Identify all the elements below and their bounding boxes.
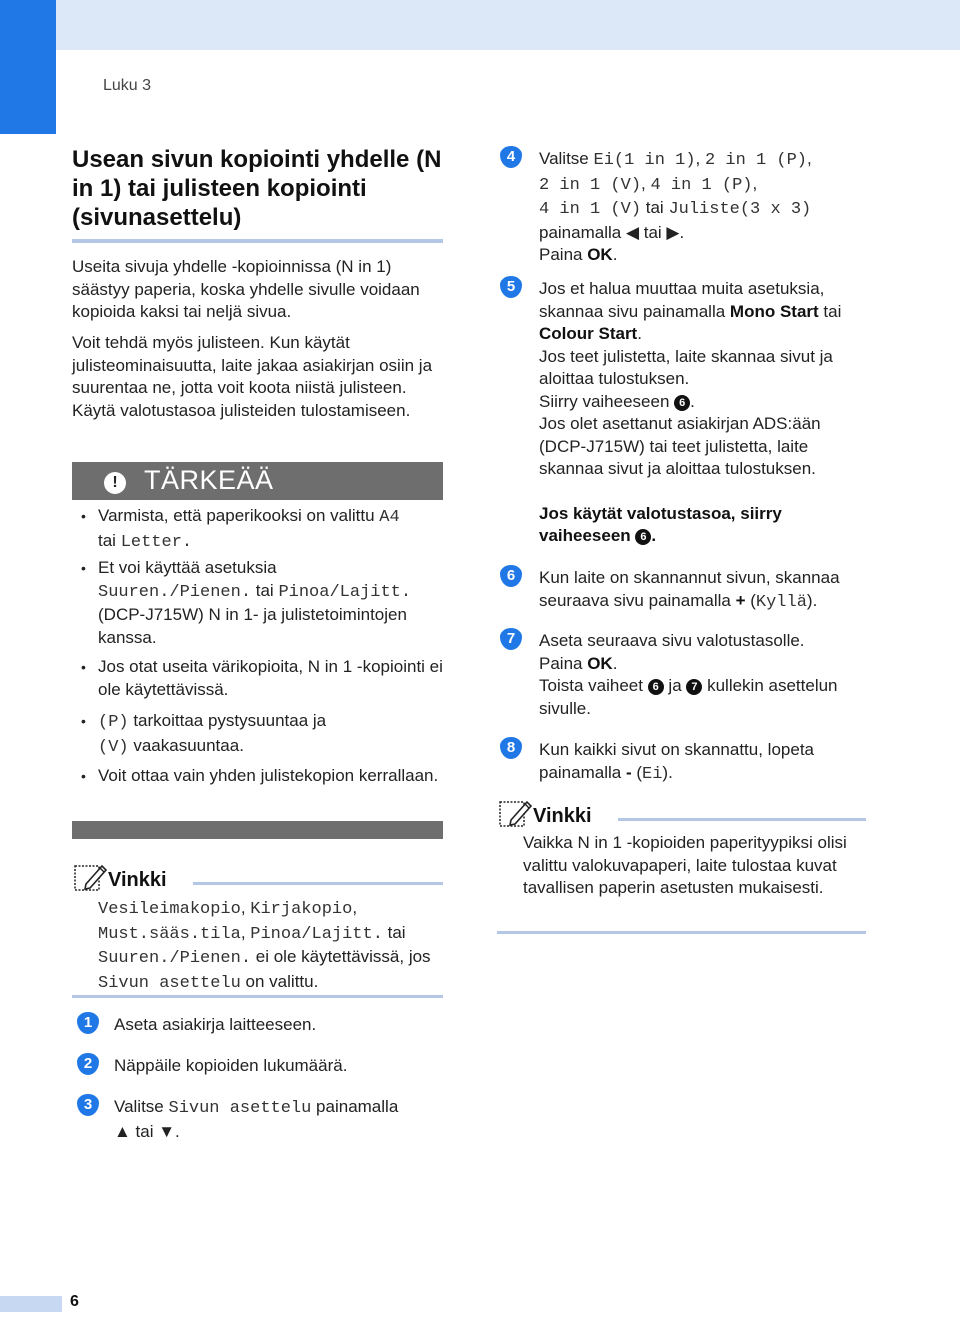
- step-3-text: [114, 1096, 444, 1143]
- setting-value: Ei: [642, 764, 663, 784]
- step-text-part: .: [651, 526, 657, 545]
- note-sep: tai: [382, 922, 406, 942]
- page-number-marker: [0, 1296, 62, 1312]
- bullet-icon: •: [81, 560, 86, 576]
- step-3-number: 3: [77, 1094, 99, 1116]
- step-5-line-1: [539, 278, 871, 346]
- setting-value: Vesileimakopio: [98, 900, 241, 919]
- note-bottom-rule: [497, 931, 866, 934]
- pencil-note-icon: [74, 862, 108, 892]
- step-text-part: Kun laite on skannannut sivun, skannaa seuraava sivu painamalla: [539, 568, 840, 610]
- setting-value: Suuren./Pienen.: [98, 582, 252, 602]
- step-2-number: 2: [77, 1053, 99, 1075]
- setting-value: Pinoa/Lajitt.: [250, 924, 383, 944]
- chapter-tab-marker: [0, 0, 56, 134]
- step-2-text: Näppäile kopioiden lukumäärä.: [114, 1056, 348, 1075]
- setting-value: (V): [98, 737, 129, 757]
- important-bullet-5: [81, 765, 443, 788]
- setting-value: Sivun asettelu: [168, 1099, 312, 1118]
- step-text-part: Siirry vaiheeseen: [539, 391, 675, 411]
- note-sep: ,: [240, 898, 251, 917]
- setting-value: 2 in 1 (V): [539, 175, 642, 195]
- bullet-text: vaakasuuntaa.: [128, 735, 244, 755]
- step-1-text: Aseta asiakirja laitteeseen.: [114, 1015, 317, 1034]
- step-text-part: tai: [818, 301, 842, 321]
- step-text-part: Valitse: [539, 149, 594, 168]
- step-text-part: kullekin asettelun sivulle.: [539, 676, 838, 718]
- step-5-line-3: [539, 391, 871, 414]
- arrow-keys-text: ▲ tai ▼.: [114, 1121, 180, 1141]
- bullet-text: Voit ottaa vain yhden julistekopion kerrallaan.: [98, 766, 439, 785]
- step-5-line-4: Jos olet asettanut asiakirjan ADS:ään (DCP-J715W) tai teet julistetta, laite skannaa sivut ja aloittaa tulostuksen.: [539, 414, 821, 478]
- step-ref-6-icon: 6: [635, 529, 651, 545]
- note-text: [98, 897, 443, 995]
- setting-value: Kirjakopio: [250, 900, 353, 919]
- step-text-part: ,: [752, 173, 758, 193]
- setting-value: Kyllä: [755, 592, 807, 612]
- step-ref-7-icon: 7: [686, 679, 702, 695]
- step-5-text: [539, 278, 871, 548]
- step-6-number: 6: [500, 565, 522, 587]
- setting-value: Sivun asettelu: [98, 973, 241, 993]
- bullet-icon: •: [81, 768, 86, 784]
- note-bottom-rule: [72, 995, 443, 998]
- note-text: Vaikka N in 1 -kopioiden paperityypiksi olisi valittu valokuvapaperi, laite tulostaa kuvat tavallisen paperin asetusten mukaisesti.: [523, 833, 847, 897]
- bullet-text: Jos otat useita värikopioita, N in 1 -kopiointi ei ole käytettävissä.: [98, 657, 443, 699]
- step-5-line-5: [539, 503, 871, 548]
- step-text-part: .: [612, 245, 618, 264]
- bullet-text: tarkoittaa pystysuuntaa ja: [128, 711, 327, 730]
- step-text-part: Paina: [539, 245, 588, 264]
- bullet-icon: •: [81, 659, 86, 675]
- setting-value: Letter.: [120, 532, 193, 552]
- intro-paragraph-1: Useita sivuja yhdelle -kopioinnissa (N in 1) säästyy paperia, koska yhdelle sivulle voidaan kopioida kaksi tai neljä sivua.: [72, 257, 420, 321]
- mono-start-key-label: Mono Start: [729, 301, 819, 321]
- bullet-icon: •: [81, 713, 86, 729]
- setting-value: Suuren./Pienen.: [98, 949, 252, 968]
- important-footer-bar: [72, 821, 443, 839]
- step-text-part: Toista vaiheet: [539, 676, 648, 695]
- step-text-part: painamalla: [311, 1097, 399, 1116]
- step-text-part: Kun kaikki sivut on skannattu, lopeta painamalla: [539, 740, 814, 782]
- setting-value: Pinoa/Lajitt.: [278, 582, 412, 602]
- step-4-number: 4: [500, 146, 522, 168]
- important-bullet-1: [81, 505, 443, 554]
- note-sep: ei ole käytettävissä, jos: [251, 947, 431, 966]
- step-text-part: ).: [662, 762, 673, 782]
- step-text-part: Jos käytät valotustasoa, siirry vaiheeseen: [539, 503, 782, 545]
- step-7-line-3: [539, 675, 869, 720]
- setting-value: 4 in 1 (V): [539, 200, 642, 219]
- step-ref-6-icon: 6: [674, 395, 690, 411]
- colour-start-key-label: Colour Start: [539, 324, 638, 343]
- setting-value: (P): [98, 713, 129, 732]
- note-rule: [618, 818, 866, 821]
- exclamation-icon: !: [104, 472, 126, 494]
- step-text-part: Valitse: [114, 1097, 169, 1116]
- step-text-part: ja: [663, 676, 687, 695]
- step-5-line-2: Jos teet julistetta, laite skannaa sivut ja aloittaa tulostuksen.: [539, 346, 833, 388]
- step-4-text: [539, 148, 869, 267]
- bullet-text: Et voi käyttää asetuksia: [98, 558, 277, 577]
- step-text-part: (: [745, 590, 756, 610]
- step-text-part: ,: [807, 149, 812, 168]
- bullet-text: tai: [98, 530, 121, 550]
- plus-key-label: +: [735, 590, 746, 610]
- step-text-part: .: [637, 324, 642, 343]
- important-bullet-3: [81, 656, 443, 701]
- step-7-text: [539, 630, 869, 720]
- step-7-number: 7: [500, 628, 522, 650]
- step-text-part: ,: [641, 173, 651, 193]
- step-6-text: [539, 567, 869, 614]
- bullet-text: (DCP-J715W) N in 1- ja julistetoimintojen kanssa.: [98, 605, 407, 647]
- ok-key-label: OK: [587, 653, 613, 673]
- chapter-label: Luku 3: [103, 77, 152, 94]
- step-text-part: ).: [806, 590, 818, 610]
- page-number: 6: [70, 1293, 79, 1310]
- note-sep: ,: [352, 898, 358, 917]
- step-text-part: (: [631, 762, 643, 782]
- step-text-part: .: [690, 391, 695, 411]
- step-5-number: 5: [500, 276, 522, 298]
- step-text-part: .: [612, 653, 618, 673]
- section-title: Usean sivun kopiointi yhdelle (N in 1) tai julisteen kopiointi (sivunasettelu): [72, 146, 442, 231]
- bullet-text: Varmista, että paperikooksi on valittu: [98, 506, 380, 525]
- step-text-part: Paina: [539, 653, 588, 673]
- bullet-text: tai: [251, 580, 279, 600]
- note-title: Vinkki: [108, 869, 167, 891]
- step-text-part: tai: [641, 198, 669, 217]
- important-bullet-2: [81, 557, 443, 649]
- step-text-part: Jos et halua muuttaa muita asetuksia, skannaa sivu painamalla: [539, 279, 825, 321]
- arrow-keys-text: painamalla ◀ tai ▶.: [539, 222, 685, 242]
- step-text-part: ,: [695, 149, 705, 168]
- step-ref-6-icon: 6: [648, 679, 664, 695]
- minus-key-label: -: [625, 762, 632, 782]
- bullet-icon: •: [81, 508, 86, 524]
- note-sep: ,: [240, 922, 251, 942]
- step-7-line-2: [539, 653, 869, 676]
- note-rule: [193, 882, 443, 885]
- setting-value: Juliste(3 x 3): [668, 200, 812, 219]
- step-8-text: [539, 739, 869, 786]
- setting-value: 2 in 1 (P): [704, 151, 808, 170]
- important-bullet-4: [81, 710, 443, 759]
- pencil-note-icon: [499, 798, 533, 828]
- step-7-line-1: Aseta seuraava sivu valotustasolle.: [539, 631, 805, 650]
- setting-value: Ei(1 in 1): [593, 151, 696, 170]
- setting-value: A4: [379, 508, 400, 527]
- note-sep: on valittu.: [240, 971, 319, 991]
- header-band: [56, 0, 960, 50]
- note-title: Vinkki: [533, 805, 592, 827]
- step-8-number: 8: [500, 737, 522, 759]
- ok-key-label: OK: [587, 245, 613, 264]
- step-1-number: 1: [77, 1012, 99, 1034]
- setting-value: 4 in 1 (P): [650, 175, 753, 195]
- intro-paragraph-2: Voit tehdä myös julisteen. Kun käytät julisteominaisuutta, laite jakaa asiakirjan osiin ja suurentaa ne, jotta voit koota niistä julisteen. Käytä valotustasoa julisteiden tulostamiseen.: [72, 333, 433, 420]
- important-title: TÄRKEÄÄ: [144, 465, 274, 495]
- setting-value: Must.sääs.tila: [98, 924, 241, 944]
- title-underline: [72, 239, 443, 243]
